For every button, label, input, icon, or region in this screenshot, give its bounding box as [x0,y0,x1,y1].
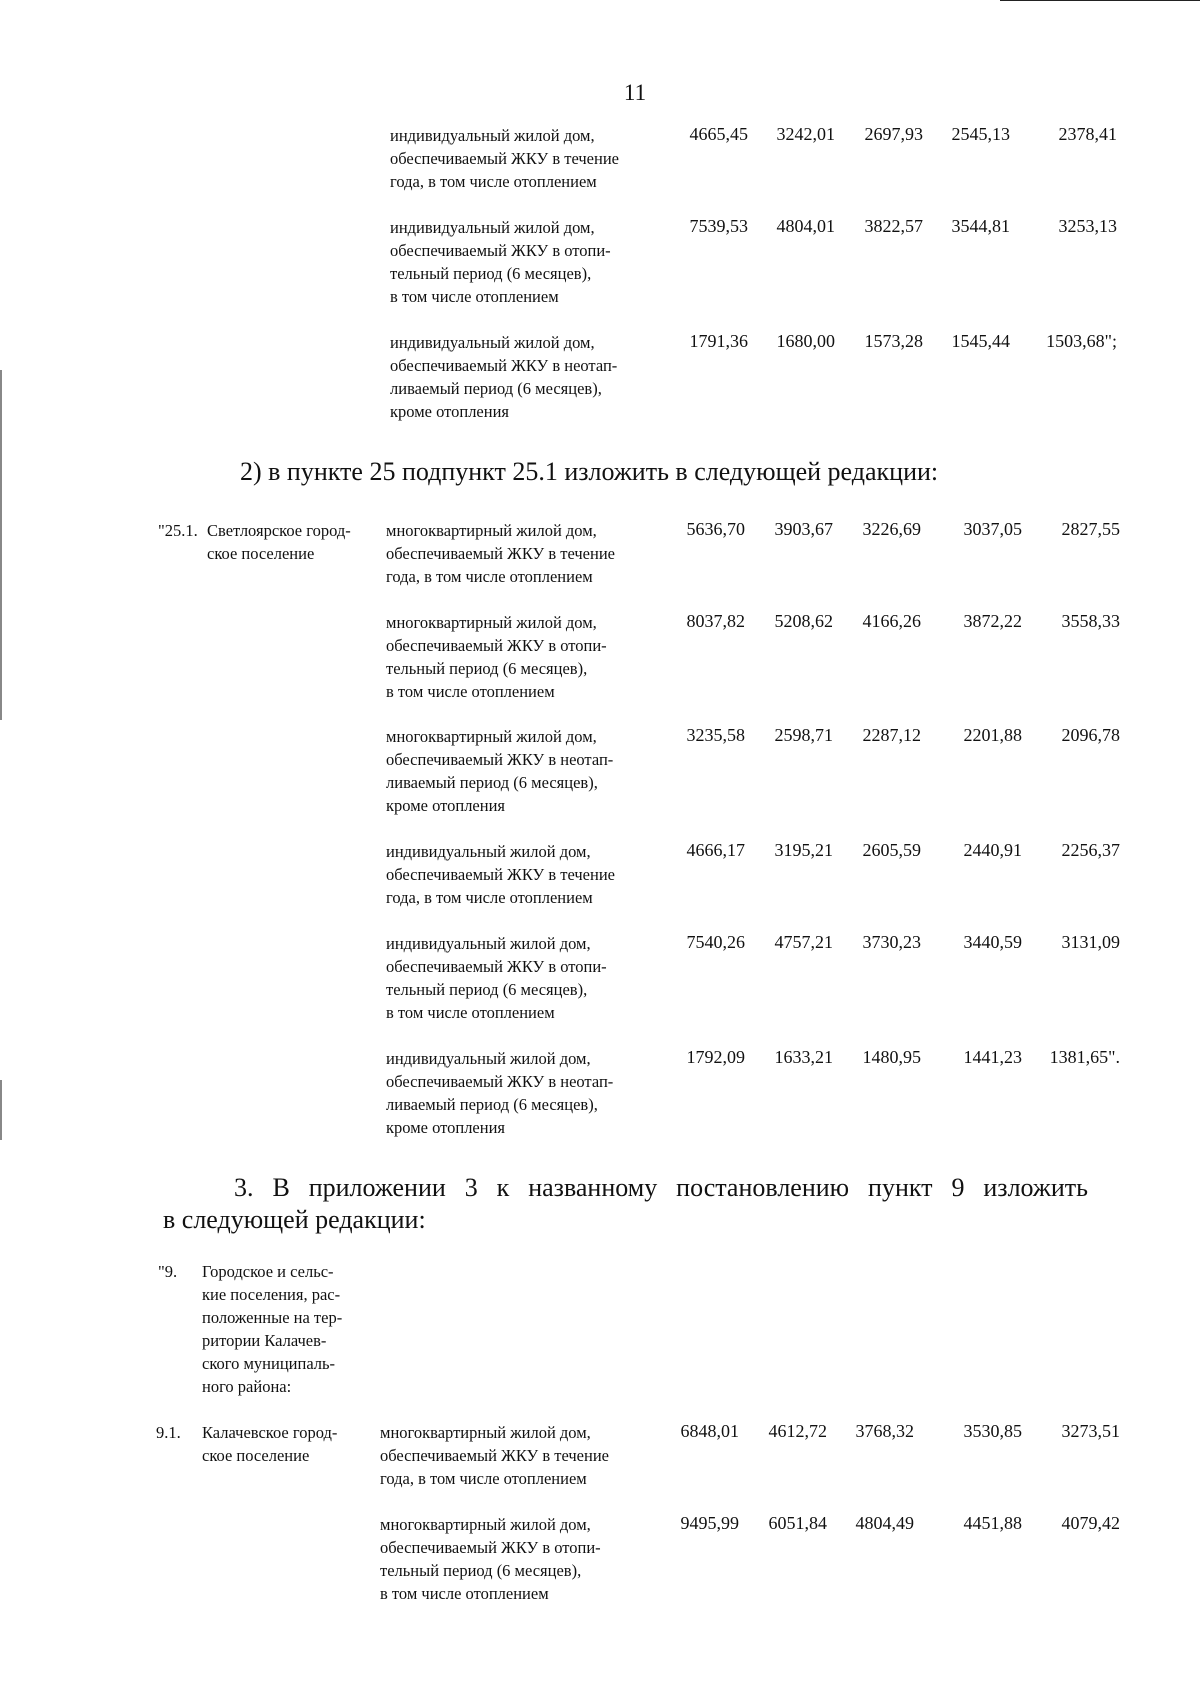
row-description: ливаемый период (6 месяцев), [386,773,598,792]
row-description: кроме отопления [386,1118,506,1137]
row-description: многоквартирный жилой дом, [386,613,597,632]
row-description: обеспечиваемый ЖКУ в неотап- [390,356,618,375]
settlement-group-name: положенные на тер- [202,1308,343,1327]
row-description: года, в том числе отоплением [386,888,593,907]
tariff-value: 3131,09 [1061,932,1120,952]
tariff-value: 2256,37 [1061,840,1120,860]
tariff-value: 9495,99 [680,1513,739,1533]
row-description: обеспечиваемый ЖКУ в отопи- [386,636,607,655]
tariff-value: 3195,21 [774,840,833,860]
tariff-value: 1503,68"; [1046,331,1117,351]
tariff-value: 3440,59 [963,932,1022,952]
tariff-value: 1792,09 [686,1047,745,1067]
tariff-value: 1441,23 [963,1047,1022,1067]
tariff-value: 3242,01 [776,124,835,144]
tariff-value: 2440,91 [963,840,1022,860]
row-description: обеспечиваемый ЖКУ в неотап- [386,1072,614,1091]
tariff-value: 7539,53 [689,216,748,236]
tariff-value: 1791,36 [689,331,748,351]
settlement-name: ское поселение [207,544,315,563]
tariff-value: 7540,26 [686,932,745,952]
settlement-name: Светлоярское город- [207,521,351,540]
row-description: индивидуальный жилой дом, [390,218,595,237]
tariff-value: 3273,51 [1061,1421,1120,1441]
amendment-paragraph-3-line-2: в следующей редакции: [163,1205,426,1234]
settlement-group-name: Городское и сельс- [202,1262,334,1281]
tariff-value: 3872,22 [963,611,1022,631]
row-description: обеспечиваемый ЖКУ в отопи- [386,957,607,976]
row-description: многоквартирный жилой дом, [386,521,597,540]
settlement-group-name: ритории Калачев- [202,1331,327,1350]
row-description: многоквартирный жилой дом, [380,1515,591,1534]
tariff-value: 4666,17 [686,840,745,860]
settlement-group-name: ского муниципаль- [202,1354,336,1373]
tariff-value: 5208,62 [774,611,833,631]
tariff-value: 6848,01 [680,1421,739,1441]
tariff-value: 3253,13 [1058,216,1117,236]
row-description: многоквартирный жилой дом, [386,727,597,746]
tariff-value: 1633,21 [774,1047,833,1067]
row-description: года, в том числе отоплением [390,172,597,191]
settlement-group-name: ного района: [202,1377,292,1396]
row-description: обеспечиваемый ЖКУ в неотап- [386,750,614,769]
tariff-value: 4451,88 [963,1513,1022,1533]
row-description: тельный период (6 месяцев), [380,1561,582,1580]
row-code: "9. [158,1262,178,1281]
tariff-value: 2378,41 [1058,124,1117,144]
row-description: кроме отопления [386,796,506,815]
tariff-value: 4804,01 [776,216,835,236]
tariff-value: 1680,00 [776,331,835,351]
tariff-value: 3235,58 [686,725,745,745]
scan-edge-mark [0,1080,2,1140]
row-code: "25.1. [158,521,198,540]
row-description: индивидуальный жилой дом, [390,126,595,145]
row-description: индивидуальный жилой дом, [386,934,591,953]
settlement-name: ское поселение [202,1446,310,1465]
row-description: тельный период (6 месяцев), [386,980,588,999]
row-description: года, в том числе отоплением [380,1469,587,1488]
settlement-group-name: кие поселения, рас- [202,1285,341,1304]
row-description: в том числе отоплением [386,1003,555,1022]
tariff-value: 1573,28 [864,331,923,351]
tariff-value: 4804,49 [855,1513,914,1533]
row-description: в том числе отоплением [380,1584,549,1603]
tariff-value: 3822,57 [864,216,923,236]
tariff-value: 1545,44 [951,331,1010,351]
row-description: обеспечиваемый ЖКУ в отопи- [380,1538,601,1557]
row-description: индивидуальный жилой дом, [386,842,591,861]
page-number: 11 [623,80,647,105]
amendment-heading-2: 2) в пункте 25 подпункт 25.1 изложить в следующей редакции: [240,457,939,486]
row-description: обеспечиваемый ЖКУ в течение [380,1446,609,1465]
tariff-value: 2827,55 [1061,519,1120,539]
tariff-value: 8037,82 [686,611,745,631]
tariff-value: 3037,05 [963,519,1022,539]
amendment-paragraph-3-line-1: 3. В приложении 3 к названному постановлению пункт 9 изложить [234,1173,1088,1202]
tariff-value: 3530,85 [963,1421,1022,1441]
tariff-value: 2287,12 [862,725,921,745]
tariff-value: 3768,32 [855,1421,914,1441]
row-description: года, в том числе отоплением [386,567,593,586]
tariff-value: 2598,71 [774,725,833,745]
row-description: в том числе отоплением [386,682,555,701]
tariff-value: 4166,26 [862,611,921,631]
settlement-name: Калачевское город- [202,1423,338,1442]
row-description: обеспечиваемый ЖКУ в отопи- [390,241,611,260]
tariff-value: 3544,81 [951,216,1010,236]
tariff-value: 3903,67 [774,519,833,539]
tariff-value: 1480,95 [862,1047,921,1067]
row-description: многоквартирный жилой дом, [380,1423,591,1442]
row-description: тельный период (6 месяцев), [390,264,592,283]
tariff-value: 3730,23 [862,932,921,952]
row-description: индивидуальный жилой дом, [390,333,595,352]
row-code: 9.1. [156,1423,181,1442]
row-description: ливаемый период (6 месяцев), [390,379,602,398]
tariff-value: 4665,45 [689,124,748,144]
tariff-value: 2545,13 [951,124,1010,144]
tariff-value: 2605,59 [862,840,921,860]
tariff-value: 1381,65". [1049,1047,1120,1067]
row-description: обеспечиваемый ЖКУ в течение [386,544,615,563]
tariff-value: 6051,84 [768,1513,827,1533]
tariff-value: 3558,33 [1061,611,1120,631]
row-description: обеспечиваемый ЖКУ в течение [390,149,619,168]
tariff-value: 3226,69 [862,519,921,539]
tariff-value: 2201,88 [963,725,1022,745]
row-description: кроме отопления [390,402,510,421]
row-description: индивидуальный жилой дом, [386,1049,591,1068]
tariff-value: 5636,70 [686,519,745,539]
tariff-value: 4757,21 [774,932,833,952]
row-description: тельный период (6 месяцев), [386,659,588,678]
tariff-value: 4612,72 [768,1421,827,1441]
row-description: ливаемый период (6 месяцев), [386,1095,598,1114]
tariff-value: 2697,93 [864,124,923,144]
tariff-value: 4079,42 [1061,1513,1120,1533]
row-description: в том числе отоплением [390,287,559,306]
top-edge-rule [1000,0,1200,1]
scan-edge-mark [0,370,2,720]
row-description: обеспечиваемый ЖКУ в течение [386,865,615,884]
tariff-value: 2096,78 [1061,725,1120,745]
